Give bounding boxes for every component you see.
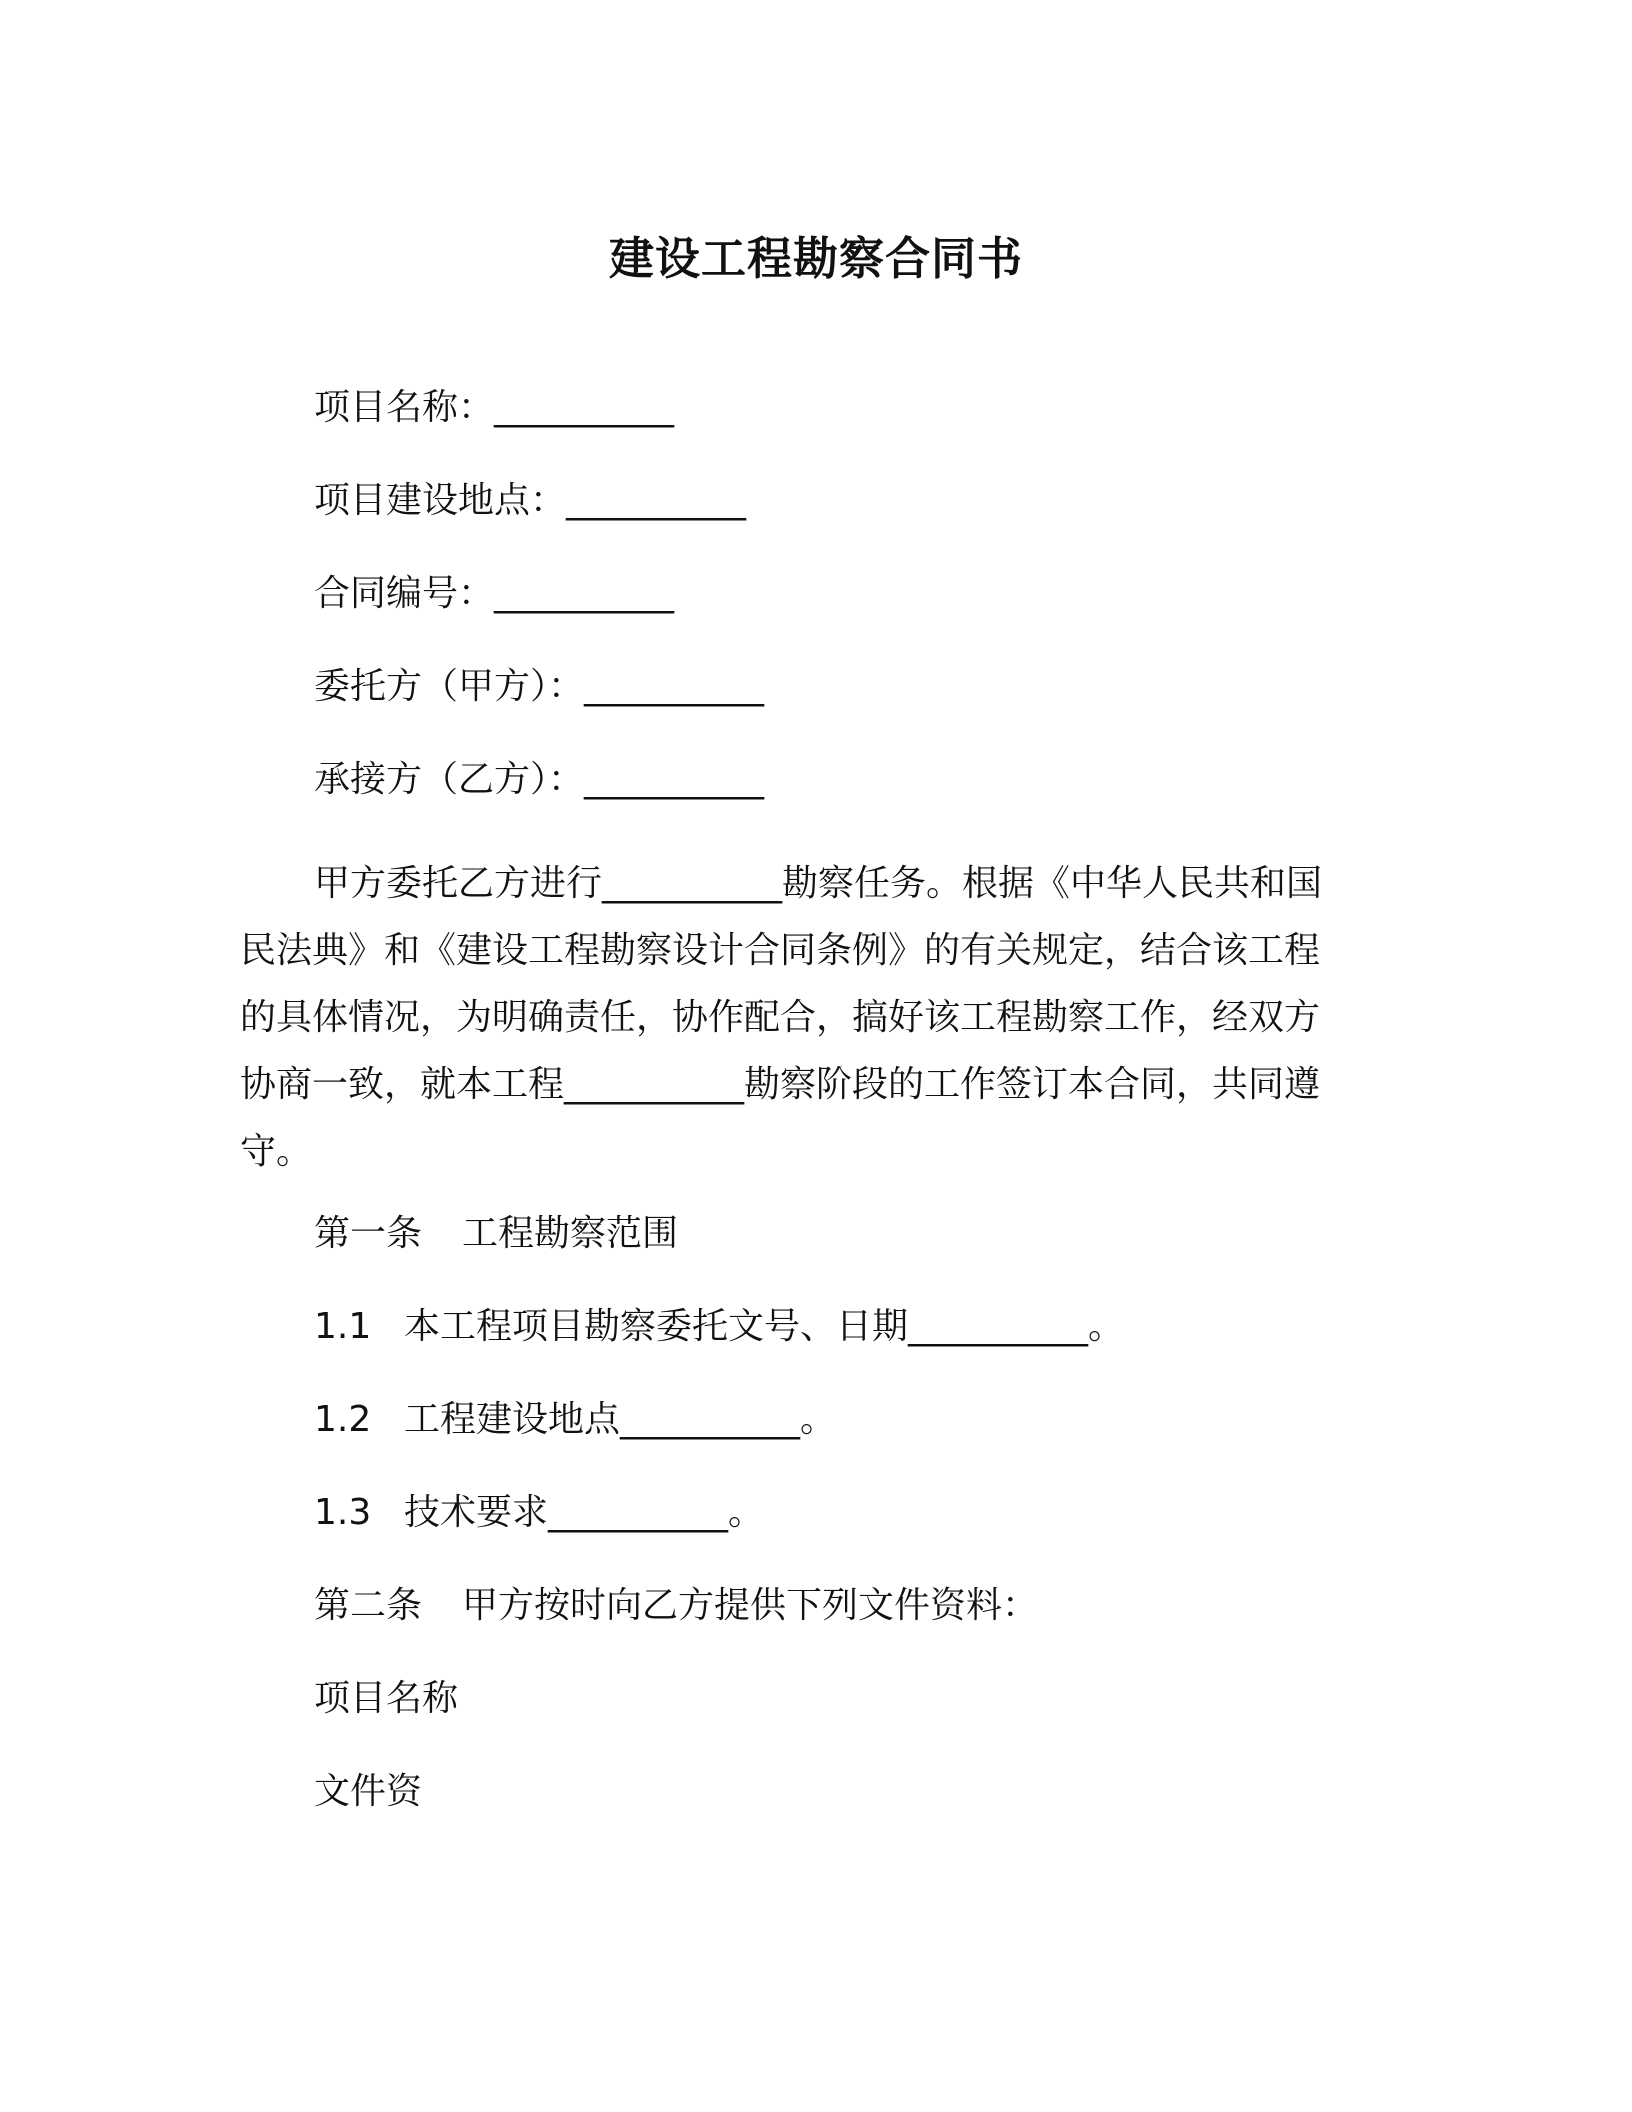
intro-line: 民法典》和《建设工程勘察设计合同条例》的有关规定，结合该工程 — [240, 930, 1321, 971]
intro-line: 甲方委托乙方进行__________勘察任务。根据《中华人民共和国 — [314, 863, 1323, 904]
trailing-line-documents: 文件资 — [314, 1771, 423, 1812]
article-2-heading — [314, 1582, 1038, 1630]
trailing-line-project-name: 项目名称 — [314, 1678, 459, 1719]
article-2-title: 甲方按时向乙方提供下列文件资料： — [462, 1585, 1039, 1626]
field-party-a: 委托方（甲方）：__________ — [314, 666, 765, 707]
clause-text: 本工程项目勘察委托文号、日期__________。 — [404, 1306, 1125, 1347]
document-title: 建设工程勘察合同书 — [608, 232, 1023, 285]
clause-number: 1.2 — [314, 1399, 372, 1440]
field-project-location: 项目建设地点：__________ — [314, 480, 747, 521]
field-party-b: 承接方（乙方）：__________ — [314, 759, 765, 800]
clause-1-2 — [314, 1396, 836, 1444]
intro-line: 的具体情况，为明确责任，协作配合，搞好该工程勘察工作，经双方 — [240, 997, 1321, 1038]
intro-line: 协商一致，就本工程__________勘察阶段的工作签订本合同，共同遵 — [240, 1064, 1321, 1105]
intro-paragraph — [240, 850, 1360, 1185]
clause-number: 1.3 — [314, 1492, 372, 1533]
clause-text: 技术要求__________。 — [404, 1492, 765, 1533]
clause-1-3 — [314, 1489, 764, 1537]
article-1-heading — [314, 1210, 678, 1258]
clause-1-1 — [314, 1303, 1124, 1351]
field-contract-number: 合同编号：__________ — [314, 573, 675, 614]
clause-number: 1.1 — [314, 1306, 372, 1347]
field-project-name: 项目名称：__________ — [314, 387, 675, 428]
intro-line: 守。 — [240, 1131, 313, 1172]
article-1-title: 工程勘察范围 — [462, 1213, 679, 1254]
clause-text: 工程建设地点__________。 — [404, 1399, 837, 1440]
article-1-number: 第一条 — [314, 1213, 423, 1254]
article-2-number: 第二条 — [314, 1585, 423, 1626]
